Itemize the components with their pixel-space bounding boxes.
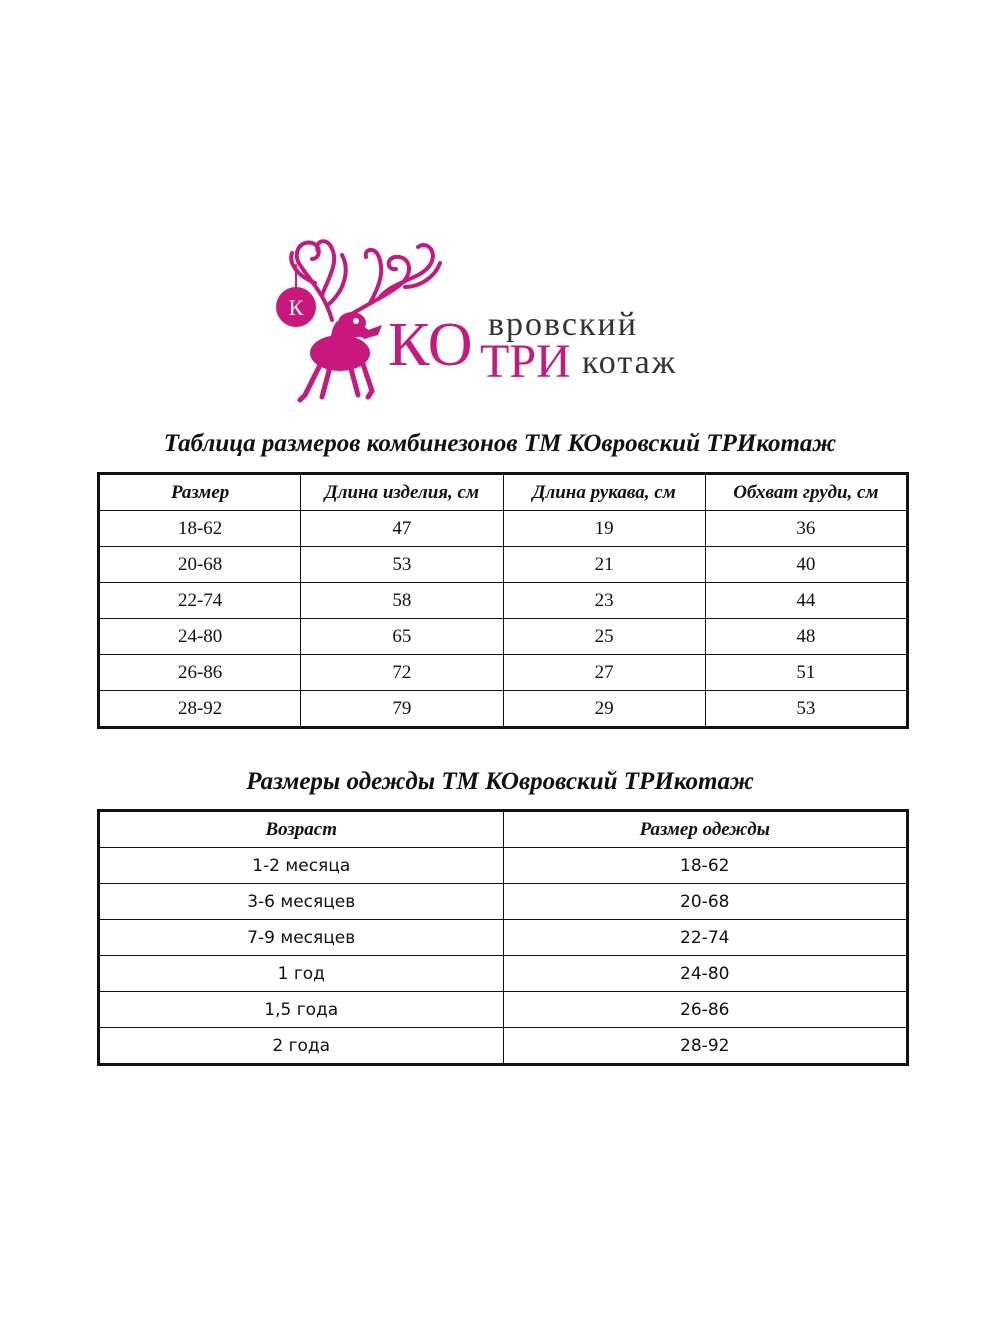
header-clothing-size: Размер одежды bbox=[503, 811, 908, 848]
cell-size: 24-80 bbox=[99, 619, 301, 655]
cell-sleeve: 23 bbox=[503, 583, 705, 619]
cell-chest: 44 bbox=[705, 583, 907, 619]
cell-size: 22-74 bbox=[99, 583, 301, 619]
badge-letter: К bbox=[288, 295, 304, 320]
cell-clothing-size: 18-62 bbox=[503, 848, 908, 884]
cell-chest: 48 bbox=[705, 619, 907, 655]
cell-clothing-size: 28-92 bbox=[503, 1028, 908, 1065]
table-row bbox=[99, 691, 908, 728]
table-row bbox=[99, 619, 908, 655]
cell-sleeve: 29 bbox=[503, 691, 705, 728]
cell-age: 1-2 месяца bbox=[99, 848, 504, 884]
cell-chest: 36 bbox=[705, 511, 907, 547]
cell-chest: 40 bbox=[705, 547, 907, 583]
cell-chest: 51 bbox=[705, 655, 907, 691]
cell-length: 79 bbox=[301, 691, 503, 728]
brand-logo bbox=[270, 225, 740, 415]
size-table-overalls bbox=[97, 472, 909, 729]
cell-sleeve: 19 bbox=[503, 511, 705, 547]
header-age: Возраст bbox=[99, 811, 504, 848]
table1-title: Таблица размеров комбинезонов ТМ КОвровский ТРИкотаж bbox=[163, 430, 837, 457]
cell-sleeve: 27 bbox=[503, 655, 705, 691]
table-row bbox=[99, 884, 908, 920]
brand-kotazh: котаж bbox=[582, 344, 678, 381]
table-row bbox=[99, 511, 908, 547]
reindeer-logo-icon bbox=[270, 225, 740, 415]
cell-clothing-size: 20-68 bbox=[503, 884, 908, 920]
table-row bbox=[99, 583, 908, 619]
cell-length: 72 bbox=[301, 655, 503, 691]
cell-length: 58 bbox=[301, 583, 503, 619]
cell-size: 20-68 bbox=[99, 547, 301, 583]
table-row bbox=[99, 547, 908, 583]
cell-length: 47 bbox=[301, 511, 503, 547]
table-row bbox=[99, 992, 908, 1028]
cell-sleeve: 21 bbox=[503, 547, 705, 583]
table2-title: Размеры одежды ТМ КОвровский ТРИкотаж bbox=[246, 768, 754, 795]
table-row bbox=[99, 1028, 908, 1065]
brand-ko: КО bbox=[388, 311, 473, 379]
table-row bbox=[99, 920, 908, 956]
table-row bbox=[99, 848, 908, 884]
header-length: Длина изделия, см bbox=[301, 474, 503, 511]
cell-age: 2 года bbox=[99, 1028, 504, 1065]
cell-clothing-size: 22-74 bbox=[503, 920, 908, 956]
cell-clothing-size: 24-80 bbox=[503, 956, 908, 992]
table-header-row bbox=[99, 474, 908, 511]
header-sleeve: Длина рукава, см bbox=[503, 474, 705, 511]
table-row bbox=[99, 655, 908, 691]
cell-chest: 53 bbox=[705, 691, 907, 728]
size-table-ages bbox=[97, 809, 909, 1066]
cell-clothing-size: 26-86 bbox=[503, 992, 908, 1028]
table-header-row bbox=[99, 811, 908, 848]
cell-age: 1 год bbox=[99, 956, 504, 992]
cell-size: 28-92 bbox=[99, 691, 301, 728]
cell-age: 7-9 месяцев bbox=[99, 920, 504, 956]
cell-age: 3-6 месяцев bbox=[99, 884, 504, 920]
table-row bbox=[99, 956, 908, 992]
cell-size: 26-86 bbox=[99, 655, 301, 691]
cell-length: 53 bbox=[301, 547, 503, 583]
header-chest: Обхват груди, см bbox=[705, 474, 907, 511]
cell-length: 65 bbox=[301, 619, 503, 655]
cell-age: 1,5 года bbox=[99, 992, 504, 1028]
brand-tri: ТРИ bbox=[480, 335, 571, 388]
header-size: Размер bbox=[99, 474, 301, 511]
cell-size: 18-62 bbox=[99, 511, 301, 547]
brand-vrovskiy: вровский bbox=[488, 306, 638, 343]
cell-sleeve: 25 bbox=[503, 619, 705, 655]
